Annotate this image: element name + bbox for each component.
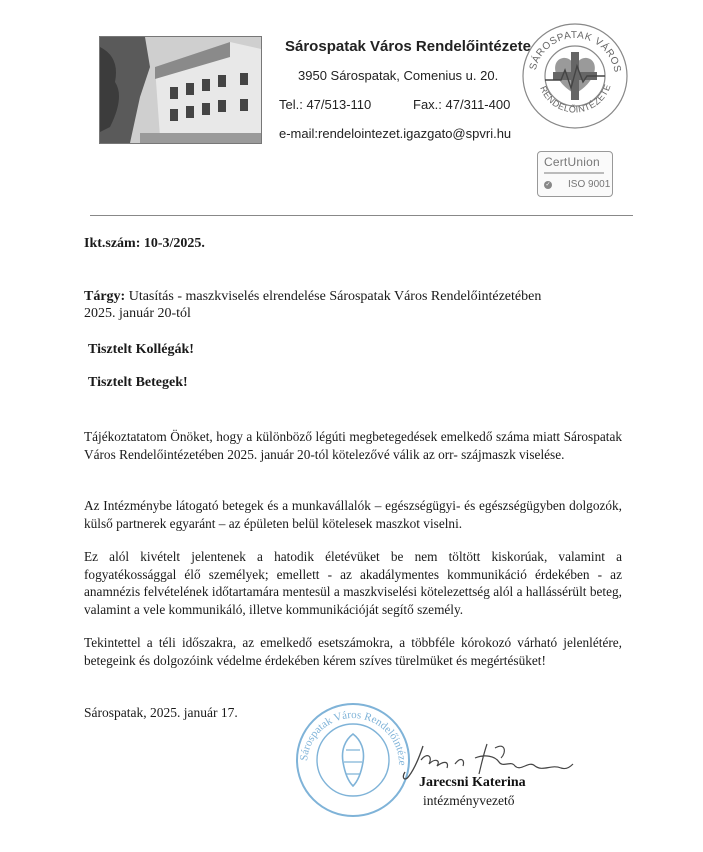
paragraph-4: Tekintettel a téli időszakra, az emelkedő esetszámokra, a többféle kórokozó várható jelenlétére, betegeink és dolgozóink védelme érdekében kérem szíves türelmüket és megértésüket! — [84, 635, 622, 668]
reference-number: Ikt.szám: 10-3/2025. — [84, 236, 205, 251]
subject-label: Tárgy: — [84, 289, 126, 304]
organization-logo — [521, 22, 629, 130]
signer-title: intézményvezető — [423, 793, 515, 808]
building-photo — [99, 36, 262, 144]
svg-text:Sárospatak Város Rendelőintéze — [293, 700, 408, 766]
paragraph-1: Tájékoztatatom Önöket, hogy a különböző légúti megbetegedések emelkedő száma miatt Sárospatak Város Rendelőintézetében 2025. január 20-tól kötelezővé válik az orr- szájmaszk viselése. — [84, 429, 622, 462]
certification-badge — [537, 151, 613, 197]
paragraph-2: Az Intézménybe látogató betegek és a munkavállalók – egészségügyi- és egészségügyben dolgozók, külső partnerek egyaránt – az épületen belül kötelesek maszkot viselni. — [84, 498, 622, 531]
subject-block — [84, 288, 624, 322]
cert-standard: ISO 9001 — [568, 179, 611, 190]
subject-text: Utasítás - maszkviselés elrendelése Sárospatak Város Rendelőintézetében — [128, 289, 542, 304]
organization-address: 3950 Sárospatak, Comenius u. 20. — [298, 68, 499, 83]
signer-name: Jarecsni Katerina — [419, 775, 526, 790]
svg-text:SÁROSPATAK VÁROS: SÁROSPATAK VÁROS — [527, 29, 623, 74]
organization-fax: Fax.: 47/311-400 — [413, 97, 511, 112]
greeting-colleagues: Tisztelt Kollégák! — [88, 342, 194, 357]
organization-name: Sárospatak Város Rendelőintézete — [285, 38, 531, 55]
subject-date: 2025. január 20-tól — [84, 306, 191, 321]
paragraph-3: Ez alól kivételt jelentenek a hatodik életévüket be nem töltött kiskorúak, valamint a fogyatékossággal élő személyek; emellett - az akadálymentes kommunikáció érdekében - az anamnézis felvételének időtartamára mentesül a maszkviselési kötelezettség alól a hallássérült beteg, valamint a vele kommunikáló, illetve kommunikációját segítő személy. — [84, 549, 622, 617]
organization-phone: Tel.: 47/513-110 — [279, 97, 372, 112]
cert-divider — [544, 172, 604, 174]
cert-brand: CertUnion — [544, 155, 600, 169]
header-divider — [90, 215, 633, 216]
place-and-date: Sárospatak, 2025. január 17. — [84, 705, 238, 720]
organization-email: e-mail:rendelointezet.igazgato@spvri.hu — [279, 126, 512, 141]
stamp-text: Sárospatak Város Rendelőintéze — [298, 708, 409, 766]
check-icon: ✓ — [545, 182, 551, 188]
greeting-patients: Tisztelt Betegek! — [88, 375, 188, 390]
svg-text:RENDELŐINTÉZETE: RENDELŐINTÉZETE — [538, 82, 613, 115]
